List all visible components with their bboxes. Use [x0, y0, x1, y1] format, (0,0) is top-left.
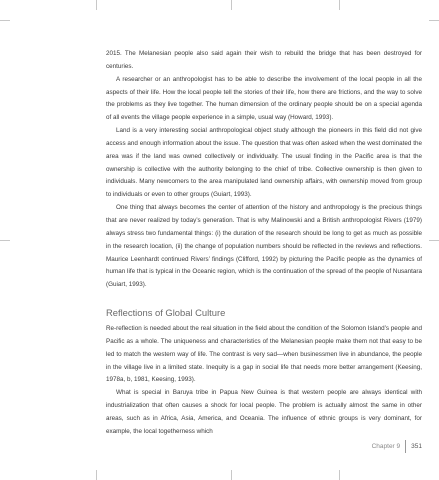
crop-mark — [0, 20, 10, 21]
crop-mark — [339, 470, 340, 480]
paragraph-group — [106, 323, 422, 439]
crop-mark — [339, 0, 340, 10]
chapter-label: Chapter 9 — [371, 443, 401, 450]
page-footer — [372, 440, 422, 453]
paragraph-group — [106, 48, 422, 292]
paragraph: Land is a very interesting social anthropological object study although the pioneers in this field did not give access and enough information about the issue. The question that was often asked when the west dominated the area was if the land was owned collectively or individually. The usual finding in the Pacific area is that the ownership is collective with the authority belonging to the chief of tribe. Collective ownership is then given to individuals. Many newcomers to the area manipulated land ownership affairs, with ownership moved from group to individuals or even to other groups (Guiart, 1993). — [106, 127, 422, 199]
crop-mark — [96, 470, 97, 480]
footer-divider — [405, 440, 406, 453]
paragraph: Re-reflection is needed about the real situation in the field about the condition of the Solomon Island’s people and Pacific as a whole. The uniqueness and characteristics of the Melanesian people make them not that easy to be led to match the western way of life. The contrast is very sad—when businessmen live in abundance, the people in the village live in a limited state. Inequity is a gap in social life that needs more better arrangement (Keesing, 1978a, b, 1981, Keesing, 1993). — [106, 325, 422, 384]
paragraph: What is special in Baruya tribe in Papua New Guinea is that western people are always identical with industrialization that often causes a shock for local people. The problem is actually almost the same in other areas, such as in Africa, Asia, America, and Oceania. The influence of ethnic groups is very dominant, for example, the local togetherness which — [106, 389, 422, 435]
crop-mark — [231, 470, 232, 480]
paragraph: A researcher or an anthropologist has to be able to describe the involvement of the local people in all the aspects of their life. How the local people tell the stories of their life, how there are frictions, and the way to solve the problems as they live together. The human dimension of the ordinary people should be on a special agenda of all events the village people experience in a simple, usual way (Howard, 1993). — [106, 75, 422, 122]
paragraph: 2015. The Melanesian people also said again their wish to rebuild the bridge that has been destroyed for centuries. — [106, 50, 422, 70]
body-text — [106, 48, 422, 439]
page-number: 351 — [411, 443, 422, 450]
crop-mark — [231, 0, 232, 10]
section-heading: Reflections of Global Culture — [106, 307, 226, 319]
crop-mark — [0, 240, 10, 241]
crop-mark — [429, 20, 439, 21]
crop-mark — [96, 0, 97, 10]
paragraph: One thing that always becomes the center of attention of the history and anthropology is the precious things that are never realized by today’s generation. That is why Malinowski and a British anthropologist Rivers (1979) always stress two fundamental things: (i) the duration of the research should be long to get as much as possible in the research location, (ii) the change of population numbers should be reflected in the reviews and reflections. Maurice Leenhardt continued Rivers’ findings (Clifford, 1992) by picturing the Pacific people as the dynamics of human life that is typical in the Oceanic region, which is the continuation of the spread of the people of Nusantara (Guiart, 1993). — [106, 204, 422, 289]
crop-mark — [429, 240, 439, 241]
